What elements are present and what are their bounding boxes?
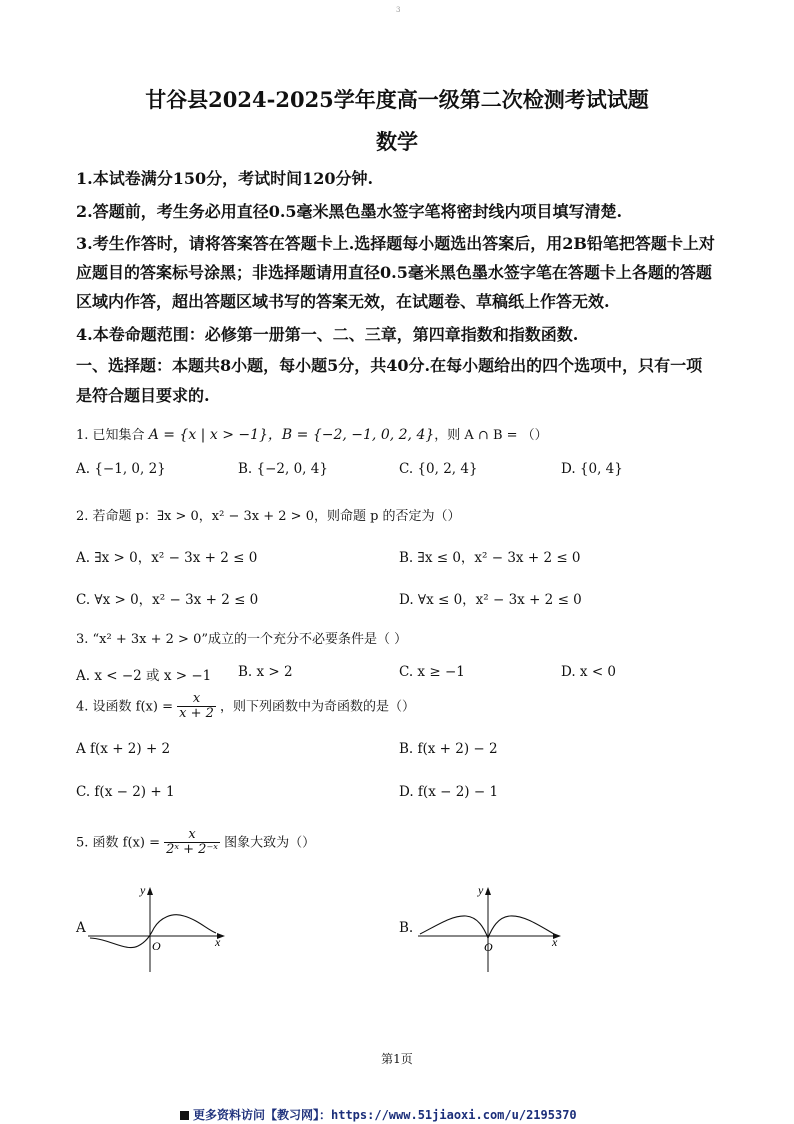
resource-link-text[interactable]: 更多资料访问【教习网】：https://www.51jiaoxi.com/u/2195370 [193, 1108, 577, 1122]
question-1-option-a: A. {−1, 0, 2} [76, 461, 166, 477]
note-4: 4.本卷命题范围：必修第一册第一、二、三章，第四章指数和指数函数. [76, 325, 579, 344]
question-3-option-c: C. x ≥ −1 [399, 664, 465, 680]
graph-b-curve [420, 916, 554, 938]
question-1-set-a: A = {x | x > −1} [148, 427, 268, 443]
question-4-stem [76, 692, 415, 722]
graph-b-origin-label: O [484, 940, 493, 954]
question-2-option-a: A. ∃x > 0，x² − 3x + 2 ≤ 0 [76, 550, 258, 566]
graph-a-label: A [76, 920, 86, 936]
question-3-option-b: B. x > 2 [238, 664, 293, 680]
question-5-numerator: x [164, 828, 220, 843]
question-4-numerator: x [177, 692, 216, 707]
question-4-option-d: D. f(x − 2) − 1 [399, 784, 499, 800]
question-2-option-c: C. ∀x > 0，x² − 3x + 2 ≤ 0 [76, 592, 259, 608]
question-4-denominator: x + 2 [179, 706, 214, 722]
note-1: 1.本试卷满分150分，考试时间120分钟. [76, 169, 374, 188]
question-4-option-c: C. f(x − 2) + 1 [76, 784, 175, 800]
question-2-stem: 2. 若命题 p：∃x > 0，x² − 3x + 2 > 0，则命题 p 的否定为（） [76, 509, 461, 524]
page-number: 第1页 [381, 1052, 413, 1066]
question-1-set-b: ，B = {−2, −1, 0, 2, 4} [267, 427, 435, 443]
question-3-stem: 3. “x² + 3x + 2 > 0”成立的一个充分不必要条件是（ ） [76, 632, 408, 647]
question-3-option-a: A. x < −2 或 x > −1 [76, 668, 212, 684]
question-3-option-d: D. x < 0 [561, 664, 617, 680]
question-4-option-a: A f(x + 2) + 2 [76, 741, 171, 757]
question-1-option-c: C. {0, 2, 4} [399, 461, 478, 477]
question-2-option-d: D. ∀x ≤ 0，x² − 3x + 2 ≤ 0 [399, 592, 582, 608]
exam-subject: 数学 [376, 129, 418, 154]
question-5-fraction [164, 828, 220, 858]
note-3-line-2: 应题目的答案标号涂黑；非选择题请用直径0.5毫米黑色墨水签字笔在答题卡上各题的答题 [76, 263, 712, 282]
question-5-stem-end: 图象大致为（） [224, 835, 316, 851]
graph-a-origin-label: O [152, 939, 161, 953]
graph-a-y-label: y [140, 883, 146, 897]
graph-b-x-label: x [552, 935, 558, 949]
question-4-fraction [177, 692, 216, 722]
question-1-option-b: B. {−2, 0, 4} [238, 461, 328, 477]
note-2: 2.答题前，考生务必用直径0.5毫米黑色墨水签字笔将密封线内项目填写清楚. [76, 202, 623, 221]
graph-b [418, 880, 568, 972]
graph-b-label: B. [399, 920, 414, 936]
question-1-stem-end: ，则 A ∩ B = （） [434, 428, 548, 443]
note-3-line-3: 区域内作答，超出答题区域书写的答案无效，在试题卷、草稿纸上作答无效. [76, 292, 610, 311]
graph-a [88, 880, 233, 972]
question-4-stem-end: ，则下列函数中为奇函数的是（） [220, 699, 416, 715]
question-5-denominator: 2ˣ + 2⁻ˣ [166, 842, 218, 858]
graph-a-x-label: x [215, 935, 221, 949]
question-4-stem-start: 4. 设函数 f(x) = [76, 699, 173, 715]
question-2-option-b: B. ∃x ≤ 0，x² − 3x + 2 ≤ 0 [399, 550, 581, 566]
note-3: 3.考生作答时，请将答案答在答题卡上.选择题每小题选出答案后，用2B铅笔把答题卡上对 [76, 234, 715, 253]
resource-link[interactable] [180, 1106, 577, 1123]
section-heading-line-2: 是符合题目要求的. [76, 386, 210, 405]
page-top-mark: 3 [396, 6, 401, 14]
question-1-stem-start: 1. 已知集合 [76, 428, 145, 443]
graph-b-y-arrow [485, 887, 491, 895]
question-5-stem-start: 5. 函数 f(x) = [76, 835, 160, 851]
section-heading: 一、选择题：本题共8小题，每小题5分，共40分.在每小题给出的四个选项中，只有一项 [76, 356, 703, 375]
question-1-stem [76, 424, 548, 444]
graph-b-y-label: y [478, 883, 484, 897]
flag-icon [180, 1111, 189, 1120]
question-4-option-b: B. f(x + 2) − 2 [399, 741, 498, 757]
question-1-option-d: D. {0, 4} [561, 461, 623, 477]
question-5-stem [76, 828, 315, 858]
exam-title: 甘谷县2024-2025学年度高一级第二次检测考试试题 [145, 87, 649, 112]
graph-a-y-arrow [147, 887, 153, 895]
